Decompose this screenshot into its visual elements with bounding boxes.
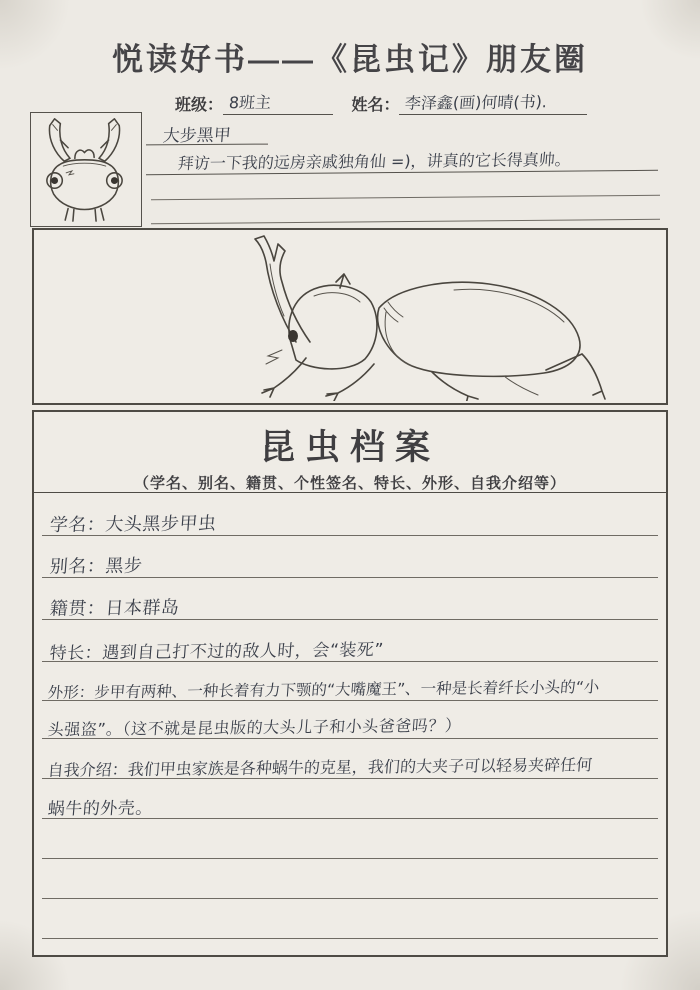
insect-archive-section: [32, 410, 668, 957]
archive-title: 昆虫档案: [259, 428, 440, 467]
insect-avatar-box: [30, 112, 142, 227]
class-name-row: [175, 90, 587, 115]
entry-self-intro-2: 蜗牛的外壳。: [46, 798, 154, 820]
underline: [151, 195, 660, 200]
name-value-handwriting: 李泽鑫(画)何晴(书).: [404, 92, 549, 113]
entry-scientific-name: 学名：大头黑步甲虫: [49, 513, 218, 536]
class-value-handwriting: 8班主: [228, 92, 272, 113]
entry-alias: 别名：黑步: [49, 555, 144, 578]
entry-self-intro-1: 自我介绍：我们甲虫家族是各种蜗牛的克星，我们的大夹子可以轻易夹碎任何: [46, 755, 593, 780]
class-value-field: [223, 90, 333, 115]
post-comment: 拜访一下我的远房亲戚独角仙 =)，讲真的它长得真帅。: [177, 149, 572, 174]
entry-specialty: 特长：遇到自己打不过的敌人时，会“装死”: [48, 640, 385, 664]
entry-appearance-2: 头强盗”。（这不就是昆虫版的大头儿子和小头爸爸吗？）: [47, 715, 463, 740]
post-insect-name: 大步黑甲: [162, 125, 232, 147]
name-value-field: [399, 90, 587, 115]
archive-subtitle: （学名、别名、籍贯、个性签名、特长、外形、自我介绍等）: [133, 475, 566, 492]
rhinoceros-beetle-drawing: [34, 230, 666, 401]
entry-origin: 籍贯：日本群岛: [49, 597, 181, 620]
entry-appearance-1: 外形：步甲有两种、一种长着有力下颚的“大嘴魔王”、一种是长着纤长小头的“小: [46, 678, 600, 702]
beetle-drawing-box: [32, 228, 668, 405]
underline: [151, 219, 660, 224]
stag-beetle-head-drawing: [31, 113, 138, 223]
archive-line-10: [42, 898, 658, 899]
archive-line-11: [42, 938, 658, 939]
divider: [34, 492, 666, 493]
name-label: 姓名：: [351, 97, 400, 114]
archive-line-9: [42, 858, 658, 859]
class-label: 班级：: [175, 97, 224, 114]
page-title: 悦读好书——《昆虫记》朋友圈: [112, 42, 588, 77]
